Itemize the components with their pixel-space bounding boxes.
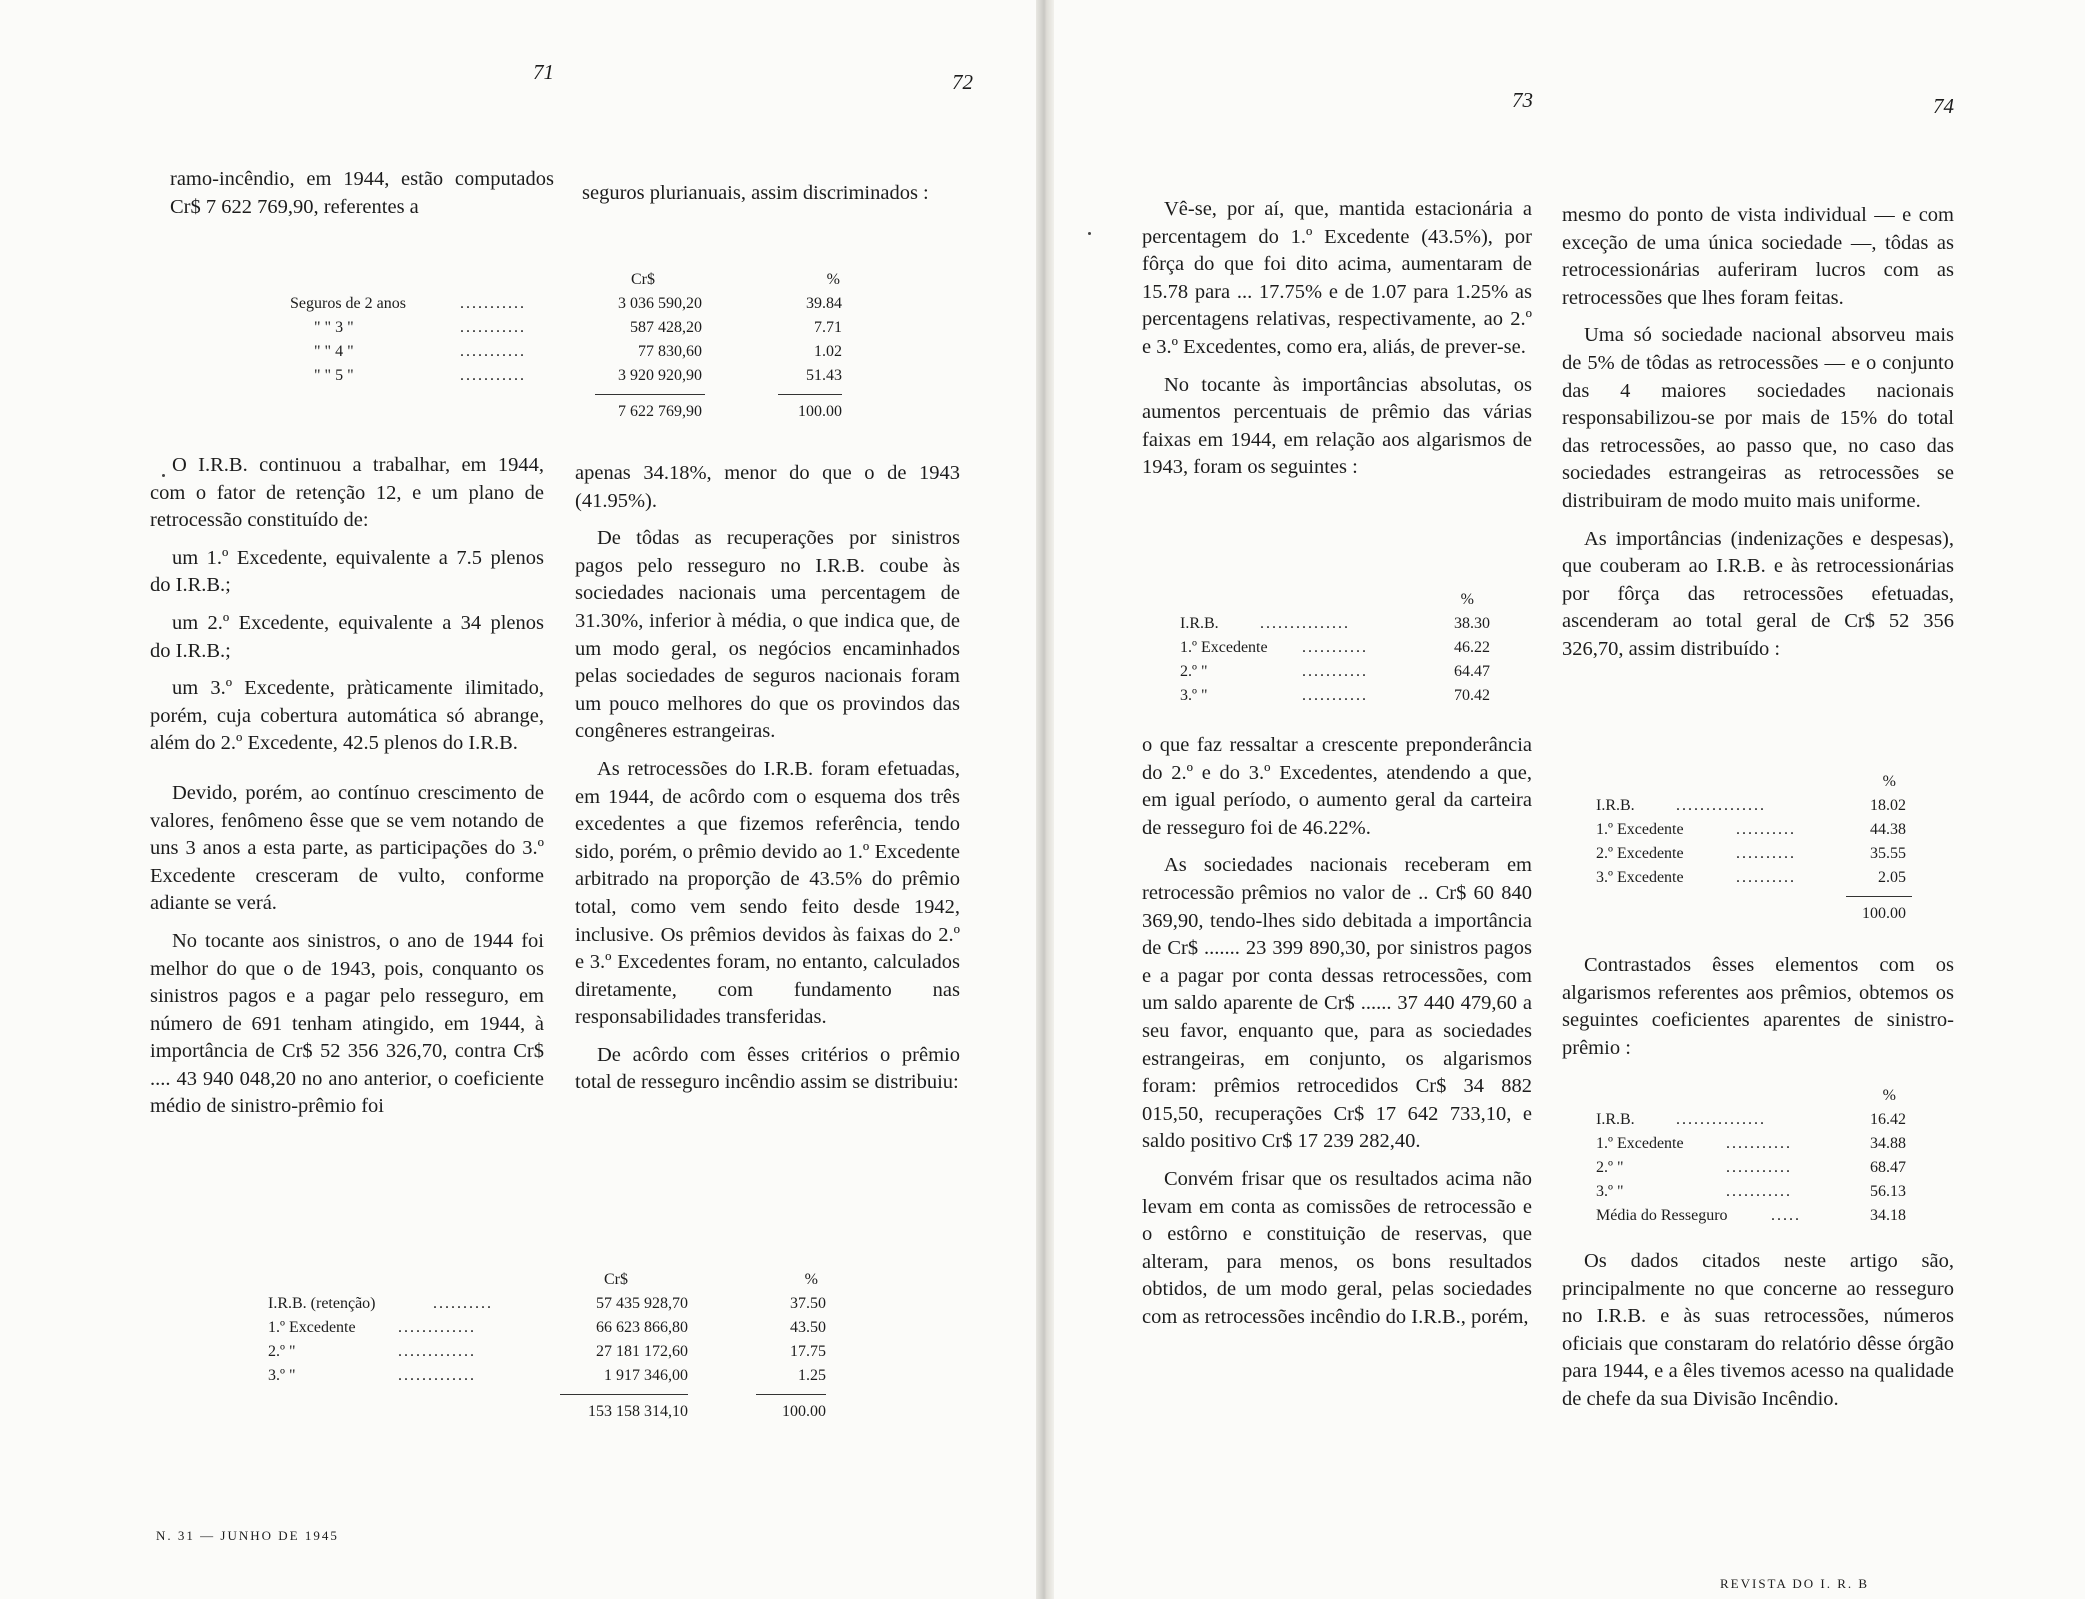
row-label: " " 4 " xyxy=(314,343,354,360)
row-label: 2.º " xyxy=(268,1343,296,1360)
row-label: 1.º Excedente xyxy=(1596,821,1684,838)
leader-dots: ........... xyxy=(460,295,526,312)
leader-dots: ........... xyxy=(460,367,526,384)
row-value: 3 036 590,20 xyxy=(618,295,702,312)
page-number-74: 74 xyxy=(1933,94,1954,118)
row-label: " " 3 " xyxy=(314,319,354,336)
col72-top xyxy=(582,180,972,208)
total-value: 153 158 314,10 xyxy=(588,1403,688,1420)
row-pct: 64.47 xyxy=(1454,663,1490,680)
leader-dots: .......... xyxy=(1736,869,1796,886)
row-value: 1 917 346,00 xyxy=(604,1367,688,1384)
paragraph: Convém frisar que os resultados acima não levam em conta as comissões de retrocessão e o estôrno e constituição de reservas, que alteram, para menos, os bons resultados obtidos, de um modo geral, pelas sociedades com as retrocessões incêndio do I.R.B., porém, xyxy=(1142,1167,1532,1328)
total-pct: 100.00 xyxy=(1862,905,1906,922)
table-head-value: Cr$ xyxy=(604,1271,628,1288)
leader-dots: ........... xyxy=(1726,1135,1792,1152)
row-pct: 39.84 xyxy=(806,295,842,312)
table-row xyxy=(268,1316,838,1340)
table-row xyxy=(290,340,850,364)
table-coeficientes-sinistro-premio xyxy=(1596,1084,1916,1228)
table-row xyxy=(1596,866,1916,890)
table-aumentos-percentuais xyxy=(1180,588,1500,708)
table-row xyxy=(1596,1180,1916,1204)
table-row xyxy=(1180,684,1500,708)
paragraph: No tocante às importâncias absolutas, os aumentos percentuais de prêmio das várias faixas em 1944, em relação aos algarismos de 1943, foram os seguintes : xyxy=(1142,373,1532,479)
row-label: I.R.B. xyxy=(1596,1111,1635,1128)
leader-dots: ............... xyxy=(1676,1111,1766,1128)
row-pct: 34.88 xyxy=(1870,1135,1906,1152)
paragraph: As retrocessões do I.R.B. foram efetuadas, em 1944, de acôrdo com o esquema dos três excedentes a que fizemos referência, tendo sido, porém, o prêmio devido ao 1.º Excedente arbitrado na proporção de 43.5% do prêmio total, como vem sendo feito desde 1942, inclusive. Os prêmios devidos às faixas do 2.º e 3.º Excedentes foram, no entanto, calculados diretamente, com fundamento nas responsabilidades transferidas. xyxy=(575,757,960,1029)
paragraph: Os dados citados neste artigo são, principalmente no que concerne ao resseguro no I.R.B. e às suas retrocessões, números oficiais que constaram do relatório dêsse órgão para 1944, e a êles tivemos acesso na qualidade de chefe da sua Divisão Incêndio. xyxy=(1562,1250,1954,1410)
col73-body xyxy=(1142,732,1532,1331)
leader-dots: ........... xyxy=(1302,639,1368,656)
row-label: I.R.B. xyxy=(1596,797,1635,814)
table-row xyxy=(1596,1108,1916,1132)
row-label: 1.º Excedente xyxy=(1180,639,1268,656)
row-label: 3.º Excedente xyxy=(1596,869,1684,886)
table-row xyxy=(1596,818,1916,842)
leader-dots: .......... xyxy=(1736,821,1796,838)
table-total-row xyxy=(290,400,850,424)
scan-speck xyxy=(1088,232,1091,235)
row-pct: 18.02 xyxy=(1870,797,1906,814)
row-pct: 16.42 xyxy=(1870,1111,1906,1128)
table-total-row xyxy=(1596,902,1916,926)
row-label: 1.º Excedente xyxy=(1596,1135,1684,1152)
row-pct: 68.47 xyxy=(1870,1159,1906,1176)
total-rule xyxy=(756,1394,826,1395)
row-pct: 1.25 xyxy=(798,1367,826,1384)
table-row xyxy=(290,292,850,316)
row-pct: 1.02 xyxy=(814,343,842,360)
leader-dots: ............. xyxy=(398,1319,476,1336)
table-row xyxy=(1596,1156,1916,1180)
paragraph: ramo-incêndio, em 1944, estão computados Cr$ 7 622 769,90, referentes a xyxy=(170,168,554,218)
row-value: 3 920 920,90 xyxy=(618,367,702,384)
paragraph: O I.R.B. continuou a trabalhar, em 1944, com o fator de retenção 12, e um plano de retrocessão constituído de: xyxy=(150,454,544,532)
row-value: 57 435 928,70 xyxy=(596,1295,688,1312)
table-head-pct: % xyxy=(804,1271,818,1288)
table-row xyxy=(1596,1132,1916,1156)
paragraph: Vê-se, por aí, que, mantida estacionária a percentagem do 1.º Excedente (43.5%), por fôrça do que foi dito acima, aumentaram de 15.78 para ... 17.75% e de 1.07 para 1.25% as percentagens relativas, respectivamente, ao 2.º e 3.º Excedentes, como era, aliás, de prever-se. xyxy=(1142,198,1532,358)
footer-issue: N. 31 — JUNHO DE 1945 xyxy=(156,1528,339,1543)
row-pct: 44.38 xyxy=(1870,821,1906,838)
col72-body xyxy=(575,460,960,1097)
paragraph: apenas 34.18%, menor do que o de 1943 (41.95%). xyxy=(575,462,960,512)
table-head-pct: % xyxy=(1460,591,1474,608)
row-pct: 35.55 xyxy=(1870,845,1906,862)
total-pct: 100.00 xyxy=(782,1403,826,1420)
row-value: 77 830,60 xyxy=(638,343,702,360)
row-label: 2.º " xyxy=(1596,1159,1624,1176)
leader-dots: ............. xyxy=(398,1343,476,1360)
row-label: 3.º " xyxy=(268,1367,296,1384)
row-pct: 38.30 xyxy=(1454,615,1490,632)
row-label: 2.º " xyxy=(1180,663,1208,680)
scan-speck xyxy=(162,474,165,477)
row-pct: 34.18 xyxy=(1870,1207,1906,1224)
paragraph: um 1.º Excedente, equivalente a 7.5 plenos do I.R.B.; xyxy=(150,546,544,597)
leader-dots: ........... xyxy=(1302,663,1368,680)
row-label: " " 5 " xyxy=(314,367,354,384)
table-row xyxy=(1596,1204,1916,1228)
row-label: 3.º " xyxy=(1180,687,1208,704)
page-number-71: 71 xyxy=(533,60,554,84)
paragraph: Contrastados êsses elementos com os algarismos referentes aos prêmios, obtemos os seguintes coeficientes aparentes de sinistro-prêmio : xyxy=(1562,954,1954,1059)
page-number-72: 72 xyxy=(952,70,973,94)
col74-top xyxy=(1562,202,1954,664)
total-rule xyxy=(1846,896,1912,897)
col73-top xyxy=(1142,196,1532,482)
row-pct: 46.22 xyxy=(1454,639,1490,656)
paragraph: De acôrdo com êsses critérios o prêmio total de resseguro incêndio assim se distribuiu: xyxy=(575,1043,960,1094)
leader-dots: ............... xyxy=(1260,615,1350,632)
total-rule xyxy=(560,1394,688,1395)
paragraph: o que faz ressaltar a crescente preponderância do 2.º e do 3.º Excedentes, atendendo a que, em igual período, o aumento geral da carteira de resseguro foi de 46.22%. xyxy=(1142,734,1532,839)
leader-dots: ..... xyxy=(1771,1207,1801,1224)
paragraph: um 3.º Excedente, pràticamente ilimitado, porém, cuja cobertura automática só abrange, além do 2.º Excedente, 42.5 plenos do I.R.B. xyxy=(150,677,544,755)
table-row xyxy=(1180,612,1500,636)
table-row xyxy=(268,1292,838,1316)
row-pct: 7.71 xyxy=(814,319,842,336)
table-row xyxy=(1596,794,1916,818)
table-total-row xyxy=(268,1400,838,1424)
row-pct: 43.50 xyxy=(790,1319,826,1336)
table-head-pct: % xyxy=(826,271,840,288)
paragraph: mesmo do ponto de vista individual — e com exceção de uma única sociedade —, tôdas as retrocessionárias auferiram lucros com as retrocessões que lhes foram feitas. xyxy=(1562,204,1954,309)
row-pct: 37.50 xyxy=(790,1295,826,1312)
row-value: 27 181 172,60 xyxy=(596,1343,688,1360)
row-value: 66 623 866,80 xyxy=(596,1319,688,1336)
col71-body xyxy=(150,452,544,1121)
row-pct: 51.43 xyxy=(806,367,842,384)
book-gutter xyxy=(1036,0,1054,1599)
total-value: 7 622 769,90 xyxy=(618,403,702,420)
col71-top xyxy=(170,166,554,221)
table-premio-resseguro xyxy=(268,1268,838,1424)
leader-dots: ........... xyxy=(460,343,526,360)
table-importancias xyxy=(1596,770,1916,926)
total-pct: 100.00 xyxy=(798,403,842,420)
total-rule xyxy=(778,394,842,395)
col74-bottom xyxy=(1562,1248,1954,1414)
row-label: 3.º " xyxy=(1596,1183,1624,1200)
table-row xyxy=(1596,842,1916,866)
table-row xyxy=(1180,636,1500,660)
leader-dots: .......... xyxy=(433,1295,493,1312)
row-label: I.R.B. (retenção) xyxy=(268,1295,376,1312)
paragraph: seguros plurianuais, assim discriminados : xyxy=(582,182,929,204)
row-value: 587 428,20 xyxy=(630,319,702,336)
leader-dots: ........... xyxy=(460,319,526,336)
leader-dots: ............. xyxy=(398,1367,476,1384)
leader-dots: ........... xyxy=(1726,1159,1792,1176)
row-label: 1.º Excedente xyxy=(268,1319,356,1336)
paragraph: Uma só sociedade nacional absorveu mais de 5% de tôdas as retrocessões — e o conjunto das 4 maiores sociedades nacionais responsabilizou-se por mais de 15% do total das retrocessões, ao passo que, no caso das sociedades estrangeiras as retrocessões se distribuiram de modo muito mais uniforme. xyxy=(1562,324,1954,512)
table-row xyxy=(268,1364,838,1388)
row-label: I.R.B. xyxy=(1180,615,1219,632)
row-label: Seguros de 2 anos xyxy=(290,295,406,312)
table-row xyxy=(1180,660,1500,684)
row-pct: 2.05 xyxy=(1878,869,1906,886)
table-row xyxy=(290,316,850,340)
paragraph: De tôdas as recuperações por sinistros pagos pelo resseguro no I.R.B. coube às sociedades nacionais uma percentagem de 31.30%, inferior à média, o que indica que, de um modo geral, os negócios encaminhados pelas sociedades de seguros nacionais foram um pouco melhores do que os provindos das congêneres estrangeiras. xyxy=(575,527,960,743)
table-row xyxy=(268,1340,838,1364)
total-rule xyxy=(595,394,705,395)
leader-dots: ............... xyxy=(1676,797,1766,814)
table-head-value: Cr$ xyxy=(631,271,655,288)
leader-dots: ........... xyxy=(1302,687,1368,704)
page-number-73: 73 xyxy=(1512,88,1533,112)
table-head-pct: % xyxy=(1882,773,1896,790)
table-row xyxy=(290,364,850,388)
leader-dots: .......... xyxy=(1736,845,1796,862)
col74-mid xyxy=(1562,952,1954,1062)
table-head-pct: % xyxy=(1882,1087,1896,1104)
row-pct: 17.75 xyxy=(790,1343,826,1360)
row-pct: 70.42 xyxy=(1454,687,1490,704)
leader-dots: ........... xyxy=(1726,1183,1792,1200)
paragraph: As importâncias (indenizações e despesas), que couberam ao I.R.B. e às retrocessionárias por fôrça das retrocessões efetuadas, ascenderam ao total geral de Cr$ 52 356 326,70, assim distribuído : xyxy=(1562,527,1954,660)
paragraph: um 2.º Excedente, equivalente a 34 plenos do I.R.B.; xyxy=(150,611,544,662)
footer-journal: REVISTA DO I. R. B xyxy=(1720,1576,1870,1591)
paragraph: As sociedades nacionais receberam em retrocessão prêmios no valor de .. Cr$ 60 840 369,90, tendo-lhes sido debitada a importância de Cr$ ....... 23 399 890,30, por sinistros pagos e a pagar por conta dessas retrocessões, com um saldo aparente de Cr$ ...... 37 440 479,60 a seu favor, enquanto que, para as sociedades estrangeiras, em conjunto, os algarismos foram: prêmios retrocedidos Cr$ 34 882 015,50, recuperações Cr$ 17 642 733,10, e saldo positivo Cr$ 17 239 282,40. xyxy=(1142,854,1532,1153)
table-seguros-plurianuais xyxy=(290,268,850,424)
row-label: 2.º Excedente xyxy=(1596,845,1684,862)
row-pct: 56.13 xyxy=(1870,1183,1906,1200)
paragraph: No tocante aos sinistros, o ano de 1944 foi melhor do que o de 1943, pois, conquanto os sinistros pagos e a pagar pelo resseguro, em número de 691 tenham atingido, em 1944, à importância de Cr$ 52 356 326,70, contra Cr$ .... 43 940 048,20 no ano anterior, o coeficiente médio de sinistro-prêmio foi xyxy=(150,929,544,1118)
paragraph: Devido, porém, ao contínuo crescimento de valores, fenômeno êsse que se vem notando de uns 3 anos a esta parte, as participações do 3.º Excedente cresceram de vulto, conforme adiante se verá. xyxy=(150,781,544,915)
row-label: Média do Resseguro xyxy=(1596,1207,1728,1224)
